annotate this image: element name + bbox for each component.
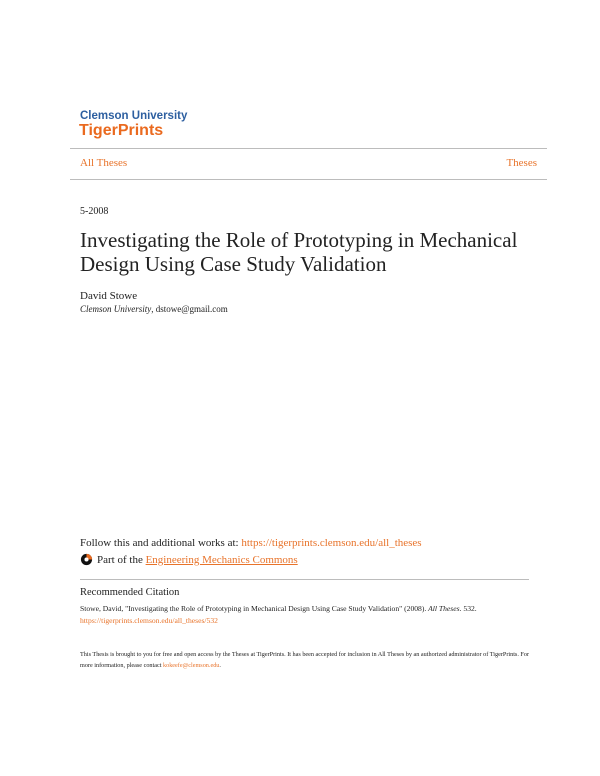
repository-name: TigerPrints [79, 122, 164, 139]
citation-divider [80, 579, 529, 580]
network-commons-icon [80, 553, 93, 566]
university-name: Clemson University [80, 110, 188, 122]
follow-url-link[interactable]: https://tigerprints.clemson.edu/all_theses [241, 537, 422, 549]
top-divider [70, 148, 547, 149]
document-title: Investigating the Role of Prototyping in Mechanical Design Using Case Study Validation [80, 228, 518, 276]
part-of-text: Part of the [97, 553, 143, 566]
citation-text: Stowe, David, "Investigating the Role of Prototyping in Mechanical Design Using Case Study Validation" (2008). [80, 604, 429, 613]
contact-email-link[interactable]: kokeefe@clemson.edu [163, 662, 220, 669]
engineering-mechanics-commons-link[interactable]: Engineering Mechanics Commons [145, 553, 298, 566]
citation-number: . 532. [459, 604, 477, 613]
follow-text: Follow this and additional works at: [80, 537, 242, 549]
author-email: , dstowe@gmail.com [151, 304, 228, 314]
theses-link[interactable]: Theses [506, 157, 537, 169]
citation-block [80, 603, 540, 627]
citation-journal: All Theses [428, 604, 460, 613]
access-notice [80, 649, 540, 671]
author-affiliation [80, 304, 228, 314]
all-theses-link[interactable]: All Theses [80, 157, 128, 169]
recommended-citation-heading: Recommended Citation [80, 587, 180, 598]
affiliation-name: Clemson University [80, 304, 152, 314]
document-date: 5-2008 [80, 206, 109, 217]
nav-divider [70, 179, 547, 180]
notice-text: This Thesis is brought to you for free and open access by the Theses at TigerPrints. It has been accepted for inclusion in All Theses by an authorized administrator of TigerPrints. For more information, please contact [80, 651, 530, 669]
part-of-line [80, 553, 298, 566]
notice-end: . [219, 662, 221, 669]
citation-url-link[interactable]: https://tigerprints.clemson.edu/all_theses/532 [80, 616, 218, 625]
follow-line [80, 537, 422, 549]
author-name: David Stowe [80, 290, 138, 302]
